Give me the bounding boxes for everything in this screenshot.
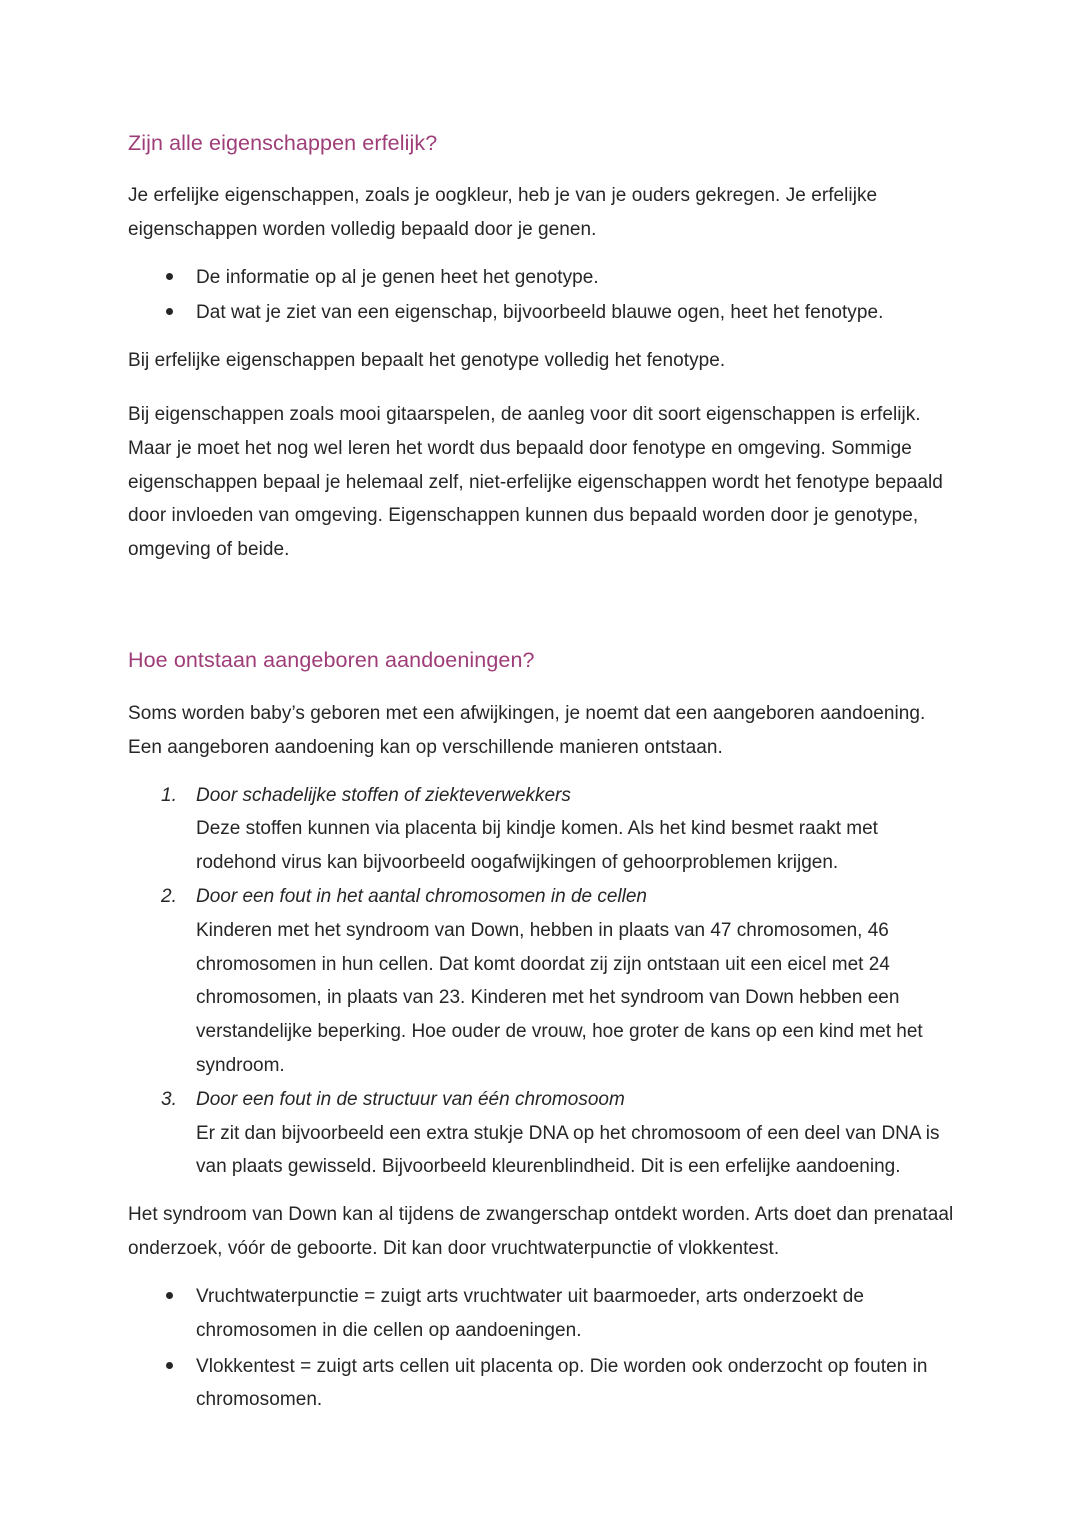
list-item [128,1350,962,1418]
section-heading-2: Hoe ontstaan aangeboren aandoeningen? [128,648,535,672]
list-item-label: Vruchtwaterpunctie = zuigt arts vruchtwater uit baarmoeder, arts onderzoekt de chromosomen in die cellen op aandoeningen. [196,1285,865,1341]
list-item [128,296,962,330]
numbered-item-title: Door een fout in de structuur van één chromosoom [196,1088,625,1110]
list-item [128,261,962,295]
numbered-item-title: Door een fout in het aantal chromosomen in de cellen [196,885,647,907]
bullet-icon [166,1292,173,1299]
section-heading-1: Zijn alle eigenschappen erfelijk? [128,131,438,155]
spacer [128,765,962,779]
bullet-icon [166,273,173,280]
bullet-icon [166,308,173,315]
section-1-intro-paragraph: Je erfelijke eigenschappen, zoals je oogkleur, heb je van je ouders gekregen. Je erfelijke eigenschappen worden volledig bepaald door je genen. [128,184,878,240]
top-spacer [128,0,962,130]
section-2-numbered-list [128,779,962,1185]
numbered-item-body: Deze stoffen kunnen via placenta bij kindje komen. Als het kind besmet raakt met rodehond virus kan bijvoorbeeld oogafwijkingen of gehoorproblemen krijgen. [196,818,878,874]
document-content [128,0,962,1417]
section-2-paragraph-after-list: Het syndroom van Down kan al tijdens de zwangerschap ontdekt worden. Arts doet dan prenataal onderzoek, vóór de geboorte. Dit kan door vruchtwaterpunctie of vlokkentest. [128,1204,954,1260]
section-1-paragraph-after-bullets: Bij erfelijke eigenschappen bepaalt het genotype volledig het fenotype. [128,350,726,372]
bullet-icon [166,1362,173,1369]
spacer [128,330,962,344]
numbered-item-body: Kinderen met het syndroom van Down, hebben in plaats van 47 chromosomen, 46 chromosomen in hun cellen. Dat komt doordat zij zijn ontstaan uit een eicel met 24 chromosomen, in plaats van 23. Kinderen met het syndroom van Down hebben een verstandelijke beperking. Hoe ouder de vrouw, hoe groter de kans op een kind met het syndroom. [196,919,923,1076]
spacer [128,1184,962,1198]
numbered-item-body: Er zit dan bijvoorbeeld een extra stukje DNA op het chromosoom of een deel van DNA is van plaats gewisseld. Bijvoorbeeld kleurenblindheid. Dit is een erfelijke aandoening. [196,1122,940,1178]
section-erfelijkheid [128,130,962,567]
list-item-label: Vlokkentest = zuigt arts cellen uit placenta op. Die worden ook onderzocht op fouten in chromosomen. [196,1355,928,1411]
numbered-item-title: Door schadelijke stoffen of ziekteverwekkers [196,784,571,806]
numbered-list-item [128,880,962,1083]
list-item-label: Dat wat je ziet van een eigenschap, bijvoorbeeld blauwe ogen, heet het fenotype. [196,302,884,324]
spacer [128,674,962,697]
section-1-closing-paragraph: Bij eigenschappen zoals mooi gitaarspelen, de aanleg voor dit soort eigenschappen is erfelijk. Maar je moet het nog wel leren het wordt dus bepaald door fenotype en omgeving. Sommige eigenschappen bepaal je helemaal zelf, niet-erfelijke eigenschappen wordt het fenotype bepaald door invloeden van omgeving. Eigenschappen kunnen dus bepaald worden door je genotype, omgeving of beide. [128,403,943,561]
spacer [128,157,962,179]
list-item-label: De informatie op al je genen heet het genotype. [196,266,599,288]
spacer [128,378,962,398]
section-2-intro-paragraph: Soms worden baby’s geboren met een afwijkingen, je noemt dat een aangeboren aandoening. Een aangeboren aandoening kan op verschillende manieren ontstaan. [128,702,926,758]
numbered-list-item [128,779,962,880]
list-number-marker: 2. [161,885,177,907]
spacer [128,1266,962,1280]
spacer [128,247,962,261]
numbered-list-item [128,1083,962,1184]
list-number-marker: 3. [161,1088,177,1110]
list-number-marker: 1. [161,784,177,806]
section-aangeboren-aandoeningen [128,647,962,1417]
list-item [128,1280,962,1348]
section-2-bullet-list [128,1280,962,1417]
section-spacer [128,567,962,647]
section-1-bullet-list [128,261,962,331]
